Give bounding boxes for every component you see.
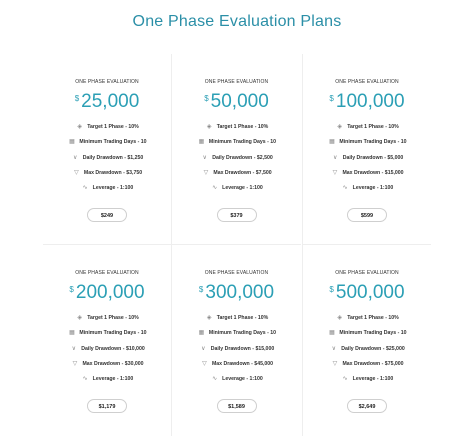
currency-symbol: $ [329,94,334,103]
triangle-down-icon: ▽ [332,361,338,367]
account-size [172,282,301,304]
feature-row [172,184,301,194]
calendar-icon: ▦ [198,330,205,336]
feature-text: Minimum Trading Days - 10 [339,139,407,145]
plans-grid [43,54,431,436]
trend-line-icon: ∿ [342,376,348,382]
feature-text: Max Drawdown - $7,500 [213,170,272,176]
feature-row [172,138,301,148]
feature-row [303,184,431,194]
feature-row [303,314,431,324]
calendar-icon: ▦ [329,139,335,145]
plan-type-label: ONE PHASE EVALUATION [335,270,399,276]
feature-row [172,329,301,339]
feature-row [172,360,301,370]
feature-text: Minimum Trading Days - 10 [208,330,277,336]
plan-card [43,54,172,245]
account-size [43,91,171,113]
buy-plan-button[interactable]: $599 [347,208,387,222]
account-amount: 500,000 [335,282,405,303]
plan-card [302,245,431,436]
feature-text: Max Drawdown - $30,000 [82,361,144,367]
feature-row [303,169,431,179]
feature-row [172,154,301,164]
feature-text: Leverage - 1:100 [222,376,263,382]
trend-line-icon: ∿ [82,376,88,382]
feature-text: Daily Drawdown - $15,000 [210,346,275,352]
feature-row [303,375,431,385]
feature-row [303,329,431,339]
plan-type-label: ONE PHASE EVALUATION [335,79,399,85]
feature-row [43,154,171,164]
feature-text: Daily Drawdown - $10,000 [81,346,145,352]
plan-type-label: ONE PHASE EVALUATION [204,79,269,85]
feature-text: Minimum Trading Days - 10 [208,139,277,145]
currency-symbol: $ [74,94,80,103]
feature-text: Max Drawdown - $45,000 [211,361,274,367]
account-amount: 100,000 [335,91,405,112]
feature-row [303,345,431,355]
plan-type-label: ONE PHASE EVALUATION [75,270,139,276]
account-size [303,91,431,113]
feature-text: Leverage - 1:100 [92,376,134,382]
chevron-down-icon: ∨ [201,346,206,352]
target-icon: ◈ [77,315,83,321]
feature-row [43,138,171,148]
feature-row [43,169,171,179]
feature-text: Daily Drawdown - $5,000 [342,155,404,161]
feature-text: Minimum Trading Days - 10 [79,139,147,145]
feature-row [43,345,171,355]
triangle-down-icon: ▽ [72,361,78,367]
currency-symbol: $ [69,285,74,294]
feature-text: Target 1 Phase - 10% [216,124,269,130]
chevron-down-icon: ∨ [71,346,76,352]
feature-row [172,375,301,385]
account-amount: 25,000 [81,91,140,112]
triangle-down-icon: ▽ [74,170,79,176]
plan-card [172,245,301,436]
feature-row [172,169,301,179]
feature-text: Target 1 Phase - 10% [216,315,269,321]
trend-line-icon: ∿ [212,185,218,191]
calendar-icon: ▦ [69,330,75,336]
feature-text: Minimum Trading Days - 10 [79,330,147,336]
account-amount: 50,000 [210,91,269,112]
feature-text: Daily Drawdown - $25,000 [341,346,405,352]
buy-plan-button[interactable]: $249 [87,208,127,222]
feature-text: Leverage - 1:100 [92,185,134,191]
plan-type-label: ONE PHASE EVALUATION [75,79,139,85]
feature-text: Daily Drawdown - $1,250 [82,155,144,161]
currency-symbol: $ [198,285,204,294]
currency-symbol: $ [329,285,334,294]
plan-type-label: ONE PHASE EVALUATION [204,270,269,276]
trend-line-icon: ∿ [82,185,88,191]
page-title: One Phase Evaluation Plans [132,13,342,30]
buy-plan-button[interactable]: $1,179 [87,399,127,413]
account-amount: 300,000 [205,282,275,303]
account-size [172,91,301,113]
feature-row [172,314,301,324]
feature-row [172,123,301,133]
calendar-icon: ▦ [69,139,75,145]
currency-symbol: $ [204,94,209,103]
triangle-down-icon: ▽ [332,170,338,176]
chevron-down-icon: ∨ [202,155,207,161]
target-icon: ◈ [77,124,83,130]
feature-text: Leverage - 1:100 [222,185,263,191]
feature-row [43,123,171,133]
chevron-down-icon: ∨ [331,346,336,352]
triangle-down-icon: ▽ [203,170,209,176]
trend-line-icon: ∿ [342,185,348,191]
account-amount: 200,000 [75,282,145,303]
feature-row [43,314,171,324]
buy-plan-button[interactable]: $379 [217,208,257,222]
trend-line-icon: ∿ [212,376,218,382]
feature-text: Daily Drawdown - $2,500 [212,155,273,161]
calendar-icon: ▦ [329,330,335,336]
buy-plan-button[interactable]: $1,589 [217,399,257,413]
feature-text: Target 1 Phase - 10% [87,315,139,321]
plan-card [43,245,172,436]
feature-row [303,123,431,133]
target-icon: ◈ [206,315,212,321]
feature-row [303,138,431,148]
buy-plan-button[interactable]: $2,649 [347,399,387,413]
feature-row [303,360,431,370]
feature-row [43,329,171,339]
triangle-down-icon: ▽ [202,361,207,367]
feature-text: Max Drawdown - $3,750 [83,170,143,176]
target-icon: ◈ [337,124,343,130]
account-size [43,282,171,304]
chevron-down-icon: ∨ [333,155,338,161]
chevron-down-icon: ∨ [73,155,78,161]
feature-text: Max Drawdown - $75,000 [342,361,404,367]
feature-row [303,154,431,164]
plan-card [302,54,431,245]
feature-text: Leverage - 1:100 [352,185,394,191]
plan-card [172,54,301,245]
feature-text: Target 1 Phase - 10% [347,124,399,130]
account-size [303,282,431,304]
feature-row [43,360,171,370]
feature-text: Leverage - 1:100 [352,376,394,382]
feature-text: Target 1 Phase - 10% [347,315,399,321]
feature-text: Minimum Trading Days - 10 [339,330,407,336]
target-icon: ◈ [337,315,343,321]
calendar-icon: ▦ [198,139,205,145]
feature-row [172,345,301,355]
feature-text: Max Drawdown - $15,000 [342,170,404,176]
feature-text: Target 1 Phase - 10% [87,124,139,130]
feature-row [43,184,171,194]
feature-row [43,375,171,385]
target-icon: ◈ [206,124,212,130]
